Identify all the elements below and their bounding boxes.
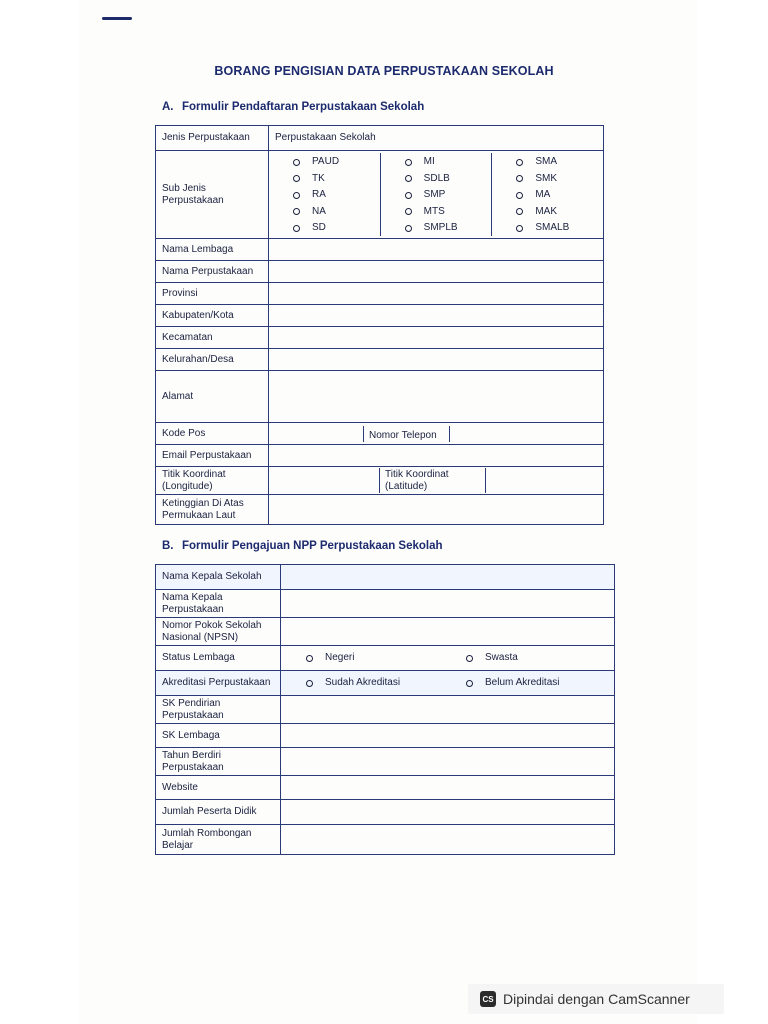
label-jenis-perpustakaan: Jenis Perpustakaan (156, 126, 269, 151)
radio-circle-icon (405, 192, 412, 199)
radio-circle-icon (516, 159, 523, 166)
label-sk-pendirian: SK Pendirian Perpustakaan (156, 696, 281, 724)
input-email[interactable] (269, 445, 604, 467)
label-npsn: Nomor Pokok Sekolah Nasional (NPSN) (156, 618, 281, 646)
option-label: SD (312, 222, 326, 233)
label-jumlah-peserta-didik: Jumlah Peserta Didik (156, 800, 281, 825)
option-smalb[interactable] (516, 220, 603, 237)
radio-circle-icon (516, 208, 523, 215)
radio-circle-icon (405, 159, 412, 166)
sub-jenis-options (269, 151, 604, 239)
label-nama-perpustakaan: Nama Perpustakaan (156, 261, 269, 283)
label-status-lembaga: Status Lembaga (156, 646, 281, 671)
label-nomor-telepon: Nomor Telepon (364, 426, 450, 442)
input-jumlah-peserta-didik[interactable] (281, 800, 615, 825)
option-label: MA (535, 189, 551, 200)
input-kode-pos[interactable] (269, 426, 364, 442)
section-a-number: A. (162, 101, 174, 113)
option-label: SMALB (535, 222, 570, 233)
radio-sudah-akreditasi[interactable] (281, 677, 438, 689)
input-website[interactable] (281, 776, 615, 800)
section-b-title: Formulir Pengajuan NPP Perpustakaan Sekolah (182, 540, 443, 552)
option-label: PAUD (312, 156, 340, 167)
label-nama-kepala-perpustakaan: Nama Kepala Perpustakaan (156, 590, 281, 618)
input-npsn[interactable] (281, 618, 615, 646)
sub-jenis-column-2 (380, 153, 492, 237)
label-provinsi: Provinsi (156, 283, 269, 305)
radio-swasta[interactable] (438, 652, 518, 664)
radio-circle-icon (466, 655, 473, 662)
input-provinsi[interactable] (269, 283, 604, 305)
input-sk-pendirian[interactable] (281, 696, 615, 724)
option-label: SMP (423, 189, 446, 200)
radio-circle-icon (405, 208, 412, 215)
radio-circle-icon (293, 175, 300, 182)
input-kecamatan[interactable] (269, 327, 604, 349)
section-b-heading (162, 540, 443, 552)
input-nama-perpustakaan[interactable] (269, 261, 604, 283)
input-ketinggian[interactable] (269, 495, 604, 525)
option-smp[interactable] (405, 187, 492, 204)
label-kode-pos: Kode Pos (156, 423, 269, 445)
label-sk-lembaga: SK Lembaga (156, 724, 281, 748)
radio-circle-icon (306, 655, 313, 662)
option-label: SMA (535, 156, 558, 167)
npp-form-table (155, 564, 615, 855)
option-label: SMPLB (423, 222, 458, 233)
option-smplb[interactable] (405, 220, 492, 237)
camscanner-text: Dipindai dengan CamScanner (503, 991, 690, 1007)
section-a-title: Formulir Pendaftaran Perpustakaan Sekolah (182, 101, 425, 113)
radio-circle-icon (516, 192, 523, 199)
label-jumlah-rombongan-belajar: Jumlah Rombongan Belajar (156, 825, 281, 855)
label-kecamatan: Kecamatan (156, 327, 269, 349)
input-nomor-telepon[interactable] (450, 426, 603, 442)
option-smk[interactable] (516, 170, 603, 187)
input-tahun-berdiri[interactable] (281, 748, 615, 776)
input-nama-kepala-sekolah[interactable] (281, 565, 615, 590)
input-nama-kepala-perpustakaan[interactable] (281, 590, 615, 618)
option-ra[interactable] (293, 187, 380, 204)
radio-circle-icon (516, 175, 523, 182)
label-nama-lembaga: Nama Lembaga (156, 239, 269, 261)
option-mak[interactable] (516, 203, 603, 220)
option-label: SMK (535, 172, 558, 184)
radio-circle-icon (293, 225, 300, 232)
camscanner-watermark (468, 984, 724, 1014)
input-latitude[interactable] (486, 468, 603, 493)
radio-circle-icon (516, 225, 523, 232)
input-kelurahan-desa[interactable] (269, 349, 604, 371)
option-sma[interactable] (516, 154, 603, 171)
input-nama-lembaga[interactable] (269, 239, 604, 261)
option-label: Sudah Akreditasi (325, 677, 401, 688)
radio-circle-icon (293, 208, 300, 215)
akreditasi-options (281, 671, 615, 696)
radio-circle-icon (466, 680, 473, 687)
input-longitude[interactable] (269, 468, 380, 493)
option-label: NA (312, 205, 326, 217)
label-tahun-berdiri: Tahun Berdiri Perpustakaan (156, 748, 281, 776)
option-sd[interactable] (293, 220, 380, 237)
radio-circle-icon (293, 192, 300, 199)
option-na[interactable] (293, 203, 380, 220)
status-lembaga-options (281, 646, 615, 671)
option-ma[interactable] (516, 187, 603, 204)
option-mts[interactable] (405, 203, 492, 220)
sub-jenis-column-1 (269, 153, 380, 237)
radio-circle-icon (293, 159, 300, 166)
radio-negeri[interactable] (281, 652, 438, 664)
option-label: MAK (535, 205, 558, 217)
option-mi[interactable] (405, 154, 492, 171)
label-kabupaten-kota: Kabupaten/Kota (156, 305, 269, 327)
option-label: Belum Akreditasi (485, 677, 560, 688)
label-latitude: Titik Koordinat (Latitude) (380, 468, 486, 493)
label-akreditasi: Akreditasi Perpustakaan (156, 671, 281, 696)
input-sk-lembaga[interactable] (281, 724, 615, 748)
option-label: Swasta (485, 652, 518, 663)
input-alamat[interactable] (269, 371, 604, 423)
camscanner-logo-icon: CS (480, 991, 496, 1007)
label-sub-jenis: Sub Jenis Perpustakaan (156, 151, 269, 239)
label-ketinggian: Ketinggian Di Atas Permukaan Laut (156, 495, 269, 525)
option-label: Negeri (325, 652, 355, 663)
radio-circle-icon (405, 225, 412, 232)
option-label: MTS (423, 205, 445, 217)
registration-form-table (155, 125, 604, 525)
label-email: Email Perpustakaan (156, 445, 269, 467)
section-a-heading (162, 101, 424, 113)
label-nama-kepala-sekolah: Nama Kepala Sekolah (156, 565, 281, 590)
value-jenis-perpustakaan: Perpustakaan Sekolah (269, 126, 604, 151)
option-paud[interactable] (293, 154, 380, 171)
option-tk[interactable] (293, 170, 380, 187)
radio-belum-akreditasi[interactable] (438, 677, 559, 689)
label-alamat: Alamat (156, 371, 269, 423)
sub-jenis-column-3 (491, 153, 603, 237)
kode-pos-telepon-row (269, 423, 604, 445)
option-label: RA (312, 189, 326, 200)
document-title: BORANG PENGISIAN DATA PERPUSTAKAAN SEKOLAH (214, 64, 554, 78)
pen-mark (102, 17, 132, 20)
radio-circle-icon (306, 680, 313, 687)
radio-circle-icon (405, 175, 412, 182)
section-b-number: B. (162, 540, 174, 552)
label-kelurahan-desa: Kelurahan/Desa (156, 349, 269, 371)
option-sdlb[interactable] (405, 170, 492, 187)
label-longitude: Titik Koordinat (Longitude) (156, 467, 269, 495)
input-kabupaten-kota[interactable] (269, 305, 604, 327)
koordinat-row (269, 467, 604, 495)
option-label: MI (423, 156, 435, 167)
option-label: TK (312, 172, 325, 184)
option-label: SDLB (423, 172, 450, 184)
label-website: Website (156, 776, 281, 800)
input-jumlah-rombongan-belajar[interactable] (281, 825, 615, 855)
